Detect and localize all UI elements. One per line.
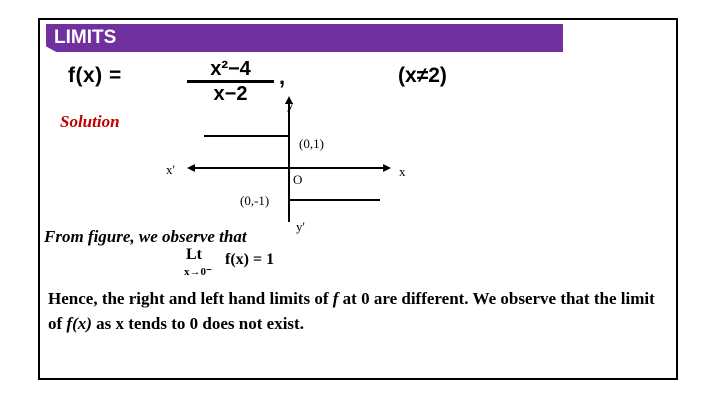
formula-lhs: f(x) =: [68, 64, 122, 87]
point-upper-label: (0,1): [299, 136, 324, 151]
x-axis-label: x: [399, 164, 406, 179]
conclusion-fx: f(x): [66, 314, 92, 333]
conclusion-text: [48, 286, 668, 336]
formula-condition: (x≠2): [398, 64, 447, 87]
y-prime-label: y': [296, 219, 305, 234]
y-axis-label: y: [287, 97, 294, 112]
conclusion-part-3: as x tends to 0 does not exist.: [91, 314, 304, 333]
formula-comma: ,: [279, 64, 286, 89]
formula-numerator: x²−4: [210, 58, 251, 80]
x-prime-label: x': [166, 162, 175, 177]
conclusion-f: f: [332, 289, 339, 308]
formula-denominator: x−2: [213, 83, 248, 105]
conclusion-part-2: at 0 are different. We observe that the limit of: [48, 289, 655, 333]
limit-lt: Lt: [186, 246, 202, 263]
limit-subscript: x→0⁻: [184, 266, 212, 278]
conclusion-part-1: Hence, the right and left hand limits of: [48, 289, 333, 308]
observation-text: From figure, we observe that: [44, 227, 247, 246]
slide-title: LIMITS: [54, 27, 117, 48]
solution-label: Solution: [60, 112, 120, 131]
origin-label: O: [293, 172, 303, 187]
point-lower-label: (0,-1): [240, 193, 270, 208]
limit-expression: f(x) = 1: [225, 251, 275, 268]
